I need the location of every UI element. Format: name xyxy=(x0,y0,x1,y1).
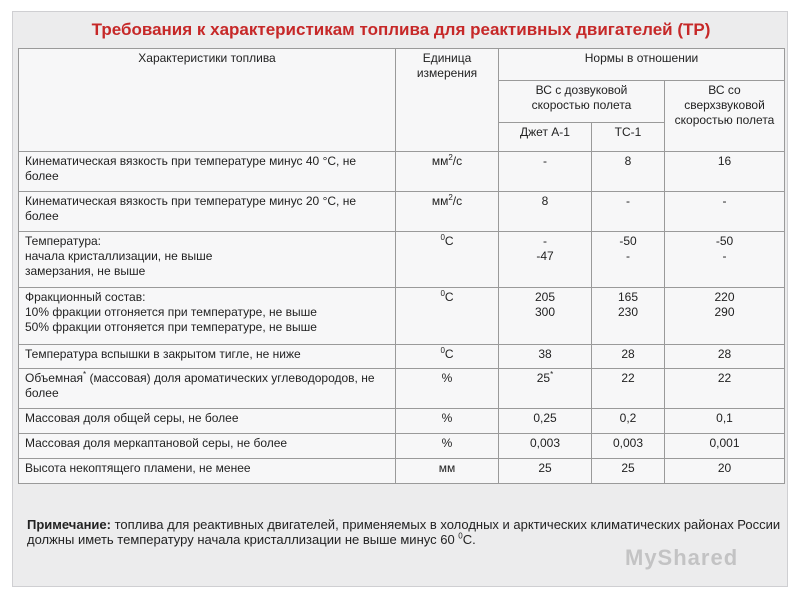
row-name: Массовая доля общей серы, не более xyxy=(19,409,396,434)
footnote-label: Примечание: xyxy=(27,517,111,532)
row-name: Объемная* (массовая) доля ароматических углеводородов, не более xyxy=(19,369,396,409)
row-unit: мм xyxy=(396,459,499,484)
row-name: Массовая доля меркаптановой серы, не более xyxy=(19,434,396,459)
cell-ts: 0,2 xyxy=(592,409,665,434)
row-unit: $мм^2/с$ xyxy=(396,152,499,192)
row-unit: $^0$С xyxy=(396,288,499,345)
cell-ts: - xyxy=(592,192,665,232)
header-characteristic: Характеристики топлива xyxy=(19,49,396,152)
cell-super: 22 xyxy=(665,369,785,409)
footnote-text: топлива для реактивных двигателей, применяемых в холодных и арктических климатических районах России должны иметь температуру начала кристаллизации не выше минус 60 xyxy=(27,517,781,547)
table-row xyxy=(19,409,785,434)
table-row xyxy=(19,152,785,192)
row-name: Кинематическая вязкость при температуре минус 40 °С, не более xyxy=(19,152,396,192)
row-unit: % xyxy=(396,434,499,459)
row-unit: $^0$С xyxy=(396,232,499,288)
cell-super: 20 xyxy=(665,459,785,484)
cell-ts: 8 xyxy=(592,152,665,192)
cell-super: - xyxy=(665,192,785,232)
cell-jet: 25* xyxy=(499,369,592,409)
cell-super: -50 - xyxy=(665,232,785,288)
cell-super: 28 xyxy=(665,345,785,369)
row-name: Фракционный состав: 10% фракции отгоняется при температуре, не выше 50% фракции отгоняется при температуре, не выше xyxy=(19,288,396,345)
cell-ts: 25 xyxy=(592,459,665,484)
cell-ts: 165 230 xyxy=(592,288,665,345)
row-name: Температура: начала кристаллизации, не выше замерзания, не выше xyxy=(19,232,396,288)
header-supersonic: ВС со сверхзвуковой скоростью полета xyxy=(665,81,785,152)
footnote: Примечание: топлива для реактивных двигателей, применяемых в холодных и арктических климатических районах России должны иметь температуру начала кристаллизации не выше минус 60 $^0$С. xyxy=(27,517,781,547)
table-row xyxy=(19,345,785,369)
table-row xyxy=(19,459,785,484)
table-row xyxy=(19,369,785,409)
table-row xyxy=(19,232,785,288)
cell-jet: - -47 xyxy=(499,232,592,288)
page-title: Требования к характеристикам топлива для реактивных двигателей (ТР) xyxy=(91,20,711,39)
header-ts1: ТС-1 xyxy=(592,123,665,152)
row-unit: % xyxy=(396,369,499,409)
fuel-spec-table xyxy=(18,48,785,484)
cell-jet: 38 xyxy=(499,345,592,369)
table-row xyxy=(19,288,785,345)
slide xyxy=(12,11,788,587)
row-unit: % xyxy=(396,409,499,434)
table-row xyxy=(19,434,785,459)
header-jet-a1: Джет А-1 xyxy=(499,123,592,152)
cell-super: 0,1 xyxy=(665,409,785,434)
cell-jet: 25 xyxy=(499,459,592,484)
header-norms: Нормы в отношении xyxy=(499,49,785,81)
row-name: Высота некоптящего пламени, не менее xyxy=(19,459,396,484)
cell-jet: 0,25 xyxy=(499,409,592,434)
cell-super: 0,001 xyxy=(665,434,785,459)
cell-jet: 205 300 xyxy=(499,288,592,345)
cell-ts: 22 xyxy=(592,369,665,409)
watermark: MyShared xyxy=(625,545,739,570)
cell-super: 16 xyxy=(665,152,785,192)
cell-ts: 28 xyxy=(592,345,665,369)
cell-jet: - xyxy=(499,152,592,192)
cell-ts: -50 - xyxy=(592,232,665,288)
cell-ts: 0,003 xyxy=(592,434,665,459)
row-name: Температура вспышки в закрытом тигле, не ниже xyxy=(19,345,396,369)
row-unit: $мм^2/с$ xyxy=(396,192,499,232)
header-subsonic: ВС с дозвуковой скоростью полета xyxy=(499,81,665,123)
row-unit: $^0$С xyxy=(396,345,499,369)
table-row xyxy=(19,192,785,232)
header-unit: Единица измерения xyxy=(396,49,499,152)
row-name: Кинематическая вязкость при температуре минус 20 °С, не более xyxy=(19,192,396,232)
cell-super: 220 290 xyxy=(665,288,785,345)
cell-jet: 0,003 xyxy=(499,434,592,459)
cell-jet: 8 xyxy=(499,192,592,232)
